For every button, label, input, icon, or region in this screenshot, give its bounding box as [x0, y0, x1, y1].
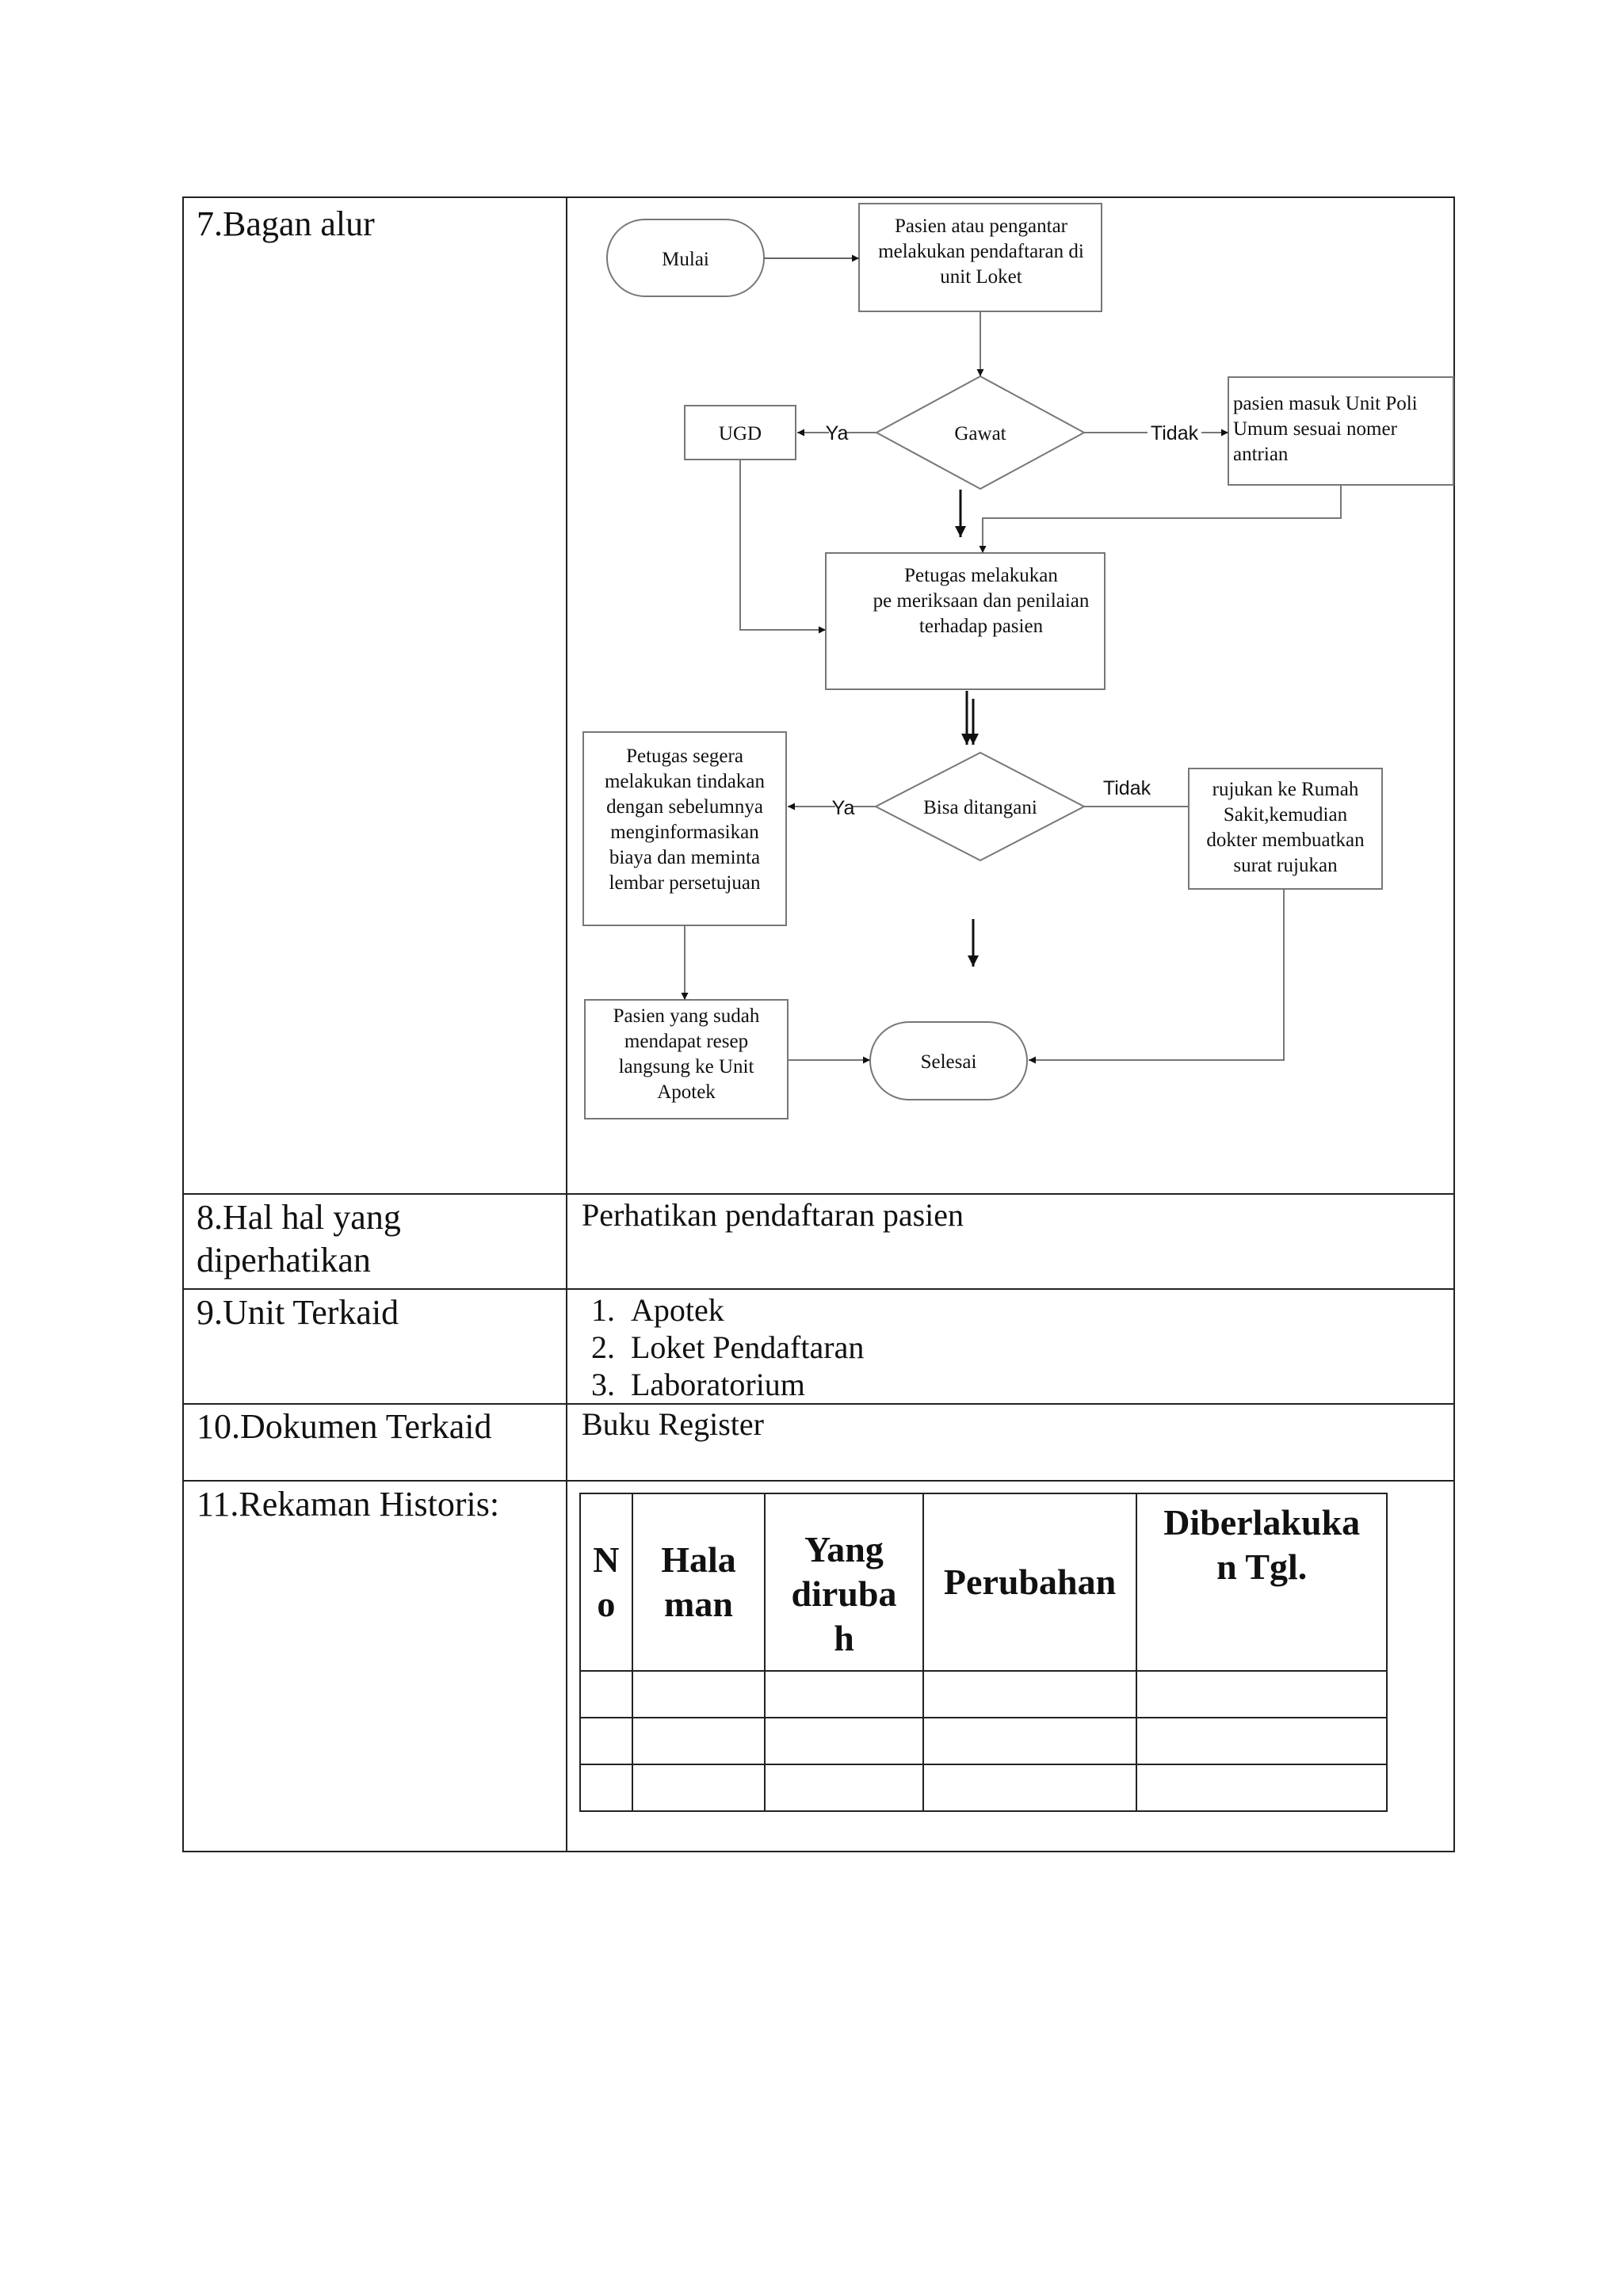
row-label-line: 8.Hal hal yang [197, 1198, 401, 1237]
pemeriksaan-line-2: pe meriksaan dan penilaian [873, 590, 1090, 612]
table-row [580, 1718, 1387, 1764]
ya-label: Ya [825, 422, 849, 444]
col-header-diberlakukan: Diberlakuka n Tgl. [1136, 1493, 1387, 1671]
rujukan-line-3: dokter membuatkan [1206, 830, 1365, 851]
pendaftaran-line-2: melakukan pendaftaran di [878, 241, 1084, 262]
tidak-label: Tidak [1102, 777, 1151, 799]
col-header-halaman: Hala man [632, 1493, 765, 1671]
resep-line-3: langsung ke Unit [618, 1056, 754, 1077]
row-label-dokumen-terkaid: 10.Dokumen Terkaid [197, 1407, 492, 1446]
row-label-hal-hal [197, 1196, 401, 1282]
row-label-line: diperhatikan [197, 1241, 371, 1280]
tindakan-line-3: dengan sebelumnya [606, 796, 763, 818]
flowchart [567, 198, 1455, 1193]
row-divider [184, 1480, 1453, 1482]
mulai-label: Mulai [662, 249, 709, 270]
col-header-no: N o [580, 1493, 632, 1671]
unit-item: 2. Loket Pendaftaran [623, 1329, 864, 1366]
selesai-label: Selesai [920, 1051, 977, 1073]
col-header-yang-dirubah: Yang diruba h [765, 1493, 923, 1671]
bisa-ditangani-label: Bisa ditangani [923, 797, 1037, 818]
ugd-label: UGD [718, 423, 762, 444]
resep-line-2: mendapat resep [624, 1031, 749, 1052]
connector [1029, 889, 1284, 1060]
tindakan-line-6: lembar persetujuan [609, 872, 761, 894]
history-table [579, 1493, 1388, 1812]
pemeriksaan-line-1: Petugas melakukan [904, 565, 1058, 586]
tindakan-line-4: menginformasikan [610, 822, 759, 843]
connector [983, 485, 1341, 553]
table-row [580, 1764, 1387, 1811]
ya-label: Ya [831, 797, 855, 819]
col-header-perubahan: Perubahan [923, 1493, 1137, 1671]
row-divider [184, 1193, 1453, 1195]
history-header-row [580, 1493, 1387, 1671]
row-label-rekaman-historis: 11.Rekaman Historis: [197, 1485, 500, 1524]
tidak-label: Tidak [1150, 422, 1199, 444]
pendaftaran-line-3: unit Loket [940, 266, 1022, 288]
row-label-bagan-alur: 7.Bagan alur [197, 204, 375, 243]
row-divider [184, 1403, 1453, 1405]
resep-line-4: Apotek [657, 1081, 716, 1103]
tindakan-line-1: Petugas segera [626, 746, 743, 767]
poli-line-3: antrian [1233, 444, 1289, 465]
tindakan-line-2: melakukan tindakan [604, 771, 766, 792]
poli-line-2: Umum sesuai nomer [1233, 418, 1397, 440]
row-value-dokumen: Buku Register [582, 1406, 764, 1442]
resep-line-1: Pasien yang sudah [613, 1005, 760, 1027]
row-divider [184, 1288, 1453, 1290]
rujukan-line-2: Sakit,kemudian [1223, 804, 1348, 826]
row-label-unit-terkaid: 9.Unit Terkaid [197, 1293, 399, 1332]
rujukan-line-4: surat rujukan [1233, 855, 1338, 876]
poli-line-1: pasien masuk Unit Poli [1233, 393, 1418, 414]
unit-item: 3. Laboratorium [623, 1366, 864, 1403]
pendaftaran-line-1: Pasien atau pengantar [895, 215, 1067, 237]
table-row [580, 1671, 1387, 1718]
row-value-hal-hal: Perhatikan pendaftaran pasien [582, 1197, 964, 1233]
unit-item: 1. Apotek [623, 1291, 864, 1329]
tindakan-line-5: biaya dan meminta [609, 847, 761, 868]
pemeriksaan-line-3: terhadap pasien [918, 616, 1044, 637]
unit-list [582, 1291, 864, 1403]
connector [740, 460, 826, 630]
rujukan-line-1: rujukan ke Rumah [1212, 779, 1359, 800]
gawat-label: Gawat [954, 423, 1006, 444]
